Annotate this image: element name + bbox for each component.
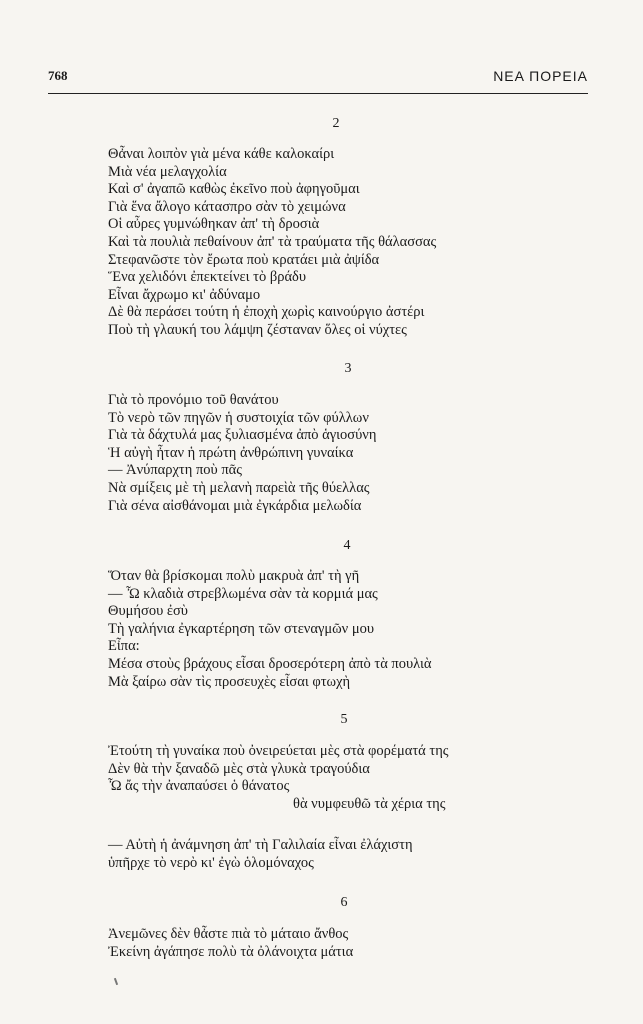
section-number: 3	[344, 361, 352, 376]
verse-line: — Ὦ κλαδιὰ στρεβλωμένα σὰν τὰ κορμιά μας	[108, 585, 378, 602]
section-number: 5	[340, 712, 348, 727]
verse-line: Δὲ θὰ περάσει τούτη ἡ ἐποχὴ χωρὶς καινούργιο ἀστέρι	[108, 304, 425, 321]
verse-line: Γιὰ τὸ προνόμιο τοῦ θανάτου	[108, 392, 279, 408]
verse-line: Τὴ γαλήνια ἐγκαρτέρηση τῶν στεναγμῶν μου	[108, 620, 375, 637]
verse-line: Ἡ αὐγὴ ἦταν ἡ πρώτη ἀνθρώπινη γυναίκα	[108, 444, 354, 461]
verse-line: θὰ νυμφευθῶ τὰ χέρια της	[293, 795, 446, 812]
verse-line: Δὲν θὰ τὴν ξαναδῶ μὲς στὰ γλυκὰ τραγούδια	[108, 760, 370, 777]
verse-line: Οἱ αὖρες γυμνώθηκαν ἀπ' τὴ δροσιὰ	[108, 216, 320, 233]
verse-line: Στεφανῶστε τὸν ἔρωτα ποὺ κρατάει μιὰ ἀψίδα	[108, 251, 380, 268]
verse-line: Θἆναι λοιπὸν γιὰ μένα κάθε καλοκαίρι	[108, 146, 335, 162]
verse-line: ὑπῆρχε τὸ νερὸ κι' ἐγὼ ὁλομόναχος	[108, 854, 314, 871]
verse-line: Καὶ τὰ πουλιὰ πεθαίνουν ἀπ' τὰ τραύματα τῆς θάλασσας	[108, 233, 437, 250]
verse-line: — Ἀνύπαρχτη ποὺ πᾶς	[108, 462, 242, 479]
verse-line: Καὶ σ' ἀγαπῶ καθὼς ἐκεῖνο ποὺ ἀφηγοῦμαι	[108, 181, 360, 198]
verse-line: Γιὰ τὰ δάχτυλά μας ξυλιασμένα ἀπὸ ἁγιοσύνη	[108, 427, 377, 444]
poem-section-4	[108, 568, 432, 691]
verse-line: Θυμήσου ἐσὺ	[108, 603, 188, 620]
poem-section-5-stanza-2	[108, 837, 413, 872]
verse-line: Νὰ σμίξεις μὲ τὴ μελανὴ παρεὶὰ τῆς θύελλας	[108, 479, 370, 496]
header-rule	[48, 93, 588, 94]
poem-section-3	[108, 392, 376, 515]
verse-line: Γιὰ ἕνα ἄλογο κάτασπρο σὰν τὸ χειμώνα	[108, 198, 346, 215]
verse-line: Ἀνεμῶνες δὲν θἆστε πιὰ τὸ μάταιο ἄνθος	[108, 926, 349, 942]
verse-line: Τὸ νερὸ τῶν πηγῶν ἡ συστοιχία τῶν φύλλων	[108, 409, 369, 426]
poem-section-2	[108, 146, 436, 340]
section-number: 2	[332, 116, 340, 131]
poem-section-6	[108, 926, 353, 961]
verse-line: Γιὰ σένα αἰσθάνομαι μιὰ ἐγκάρδια μελωδία	[108, 497, 362, 514]
verse-line: — Αὐτὴ ἡ ἀνάμνηση ἀπ' τὴ Γαλιλαία εἶναι ἐλάχιστη	[108, 837, 413, 853]
verse-line: Ποὺ τὴ γλαυκή του λάμψη ζέσταναν ὅλες οἱ νύχτες	[108, 321, 407, 338]
verse-line: Ὦ ἄς τὴν ἀναπαύσει ὁ θάνατος	[108, 778, 290, 795]
scan-mark	[114, 978, 118, 985]
verse-line: Ὅταν θὰ βρίσκομαι πολὺ μακρυὰ ἀπ' τὴ γῆ	[108, 568, 360, 584]
verse-line: Ἐκείνη ἀγάπησε πολὺ τὰ ὀλάνοιχτα μάτια	[108, 943, 354, 960]
verse-line: Εἶναι ἄχρωμο κι' ἀδύναμο	[108, 286, 261, 303]
page-header	[48, 68, 588, 92]
running-head: ΝΕΑ ΠΟΡΕΙΑ	[493, 68, 588, 84]
verse-line: Μὰ ξαίρω σὰν τὶς προσευχὲς εἶσαι φτωχὴ	[108, 673, 351, 690]
poem-section-5	[108, 743, 449, 813]
verse-line: Μιὰ νέα μελαγχολία	[108, 163, 227, 180]
verse-line: Μέσα στοὺς βράχους εἶσαι δροσερότερη ἀπὸ τὰ πουλιὰ	[108, 655, 432, 672]
section-number: 6	[340, 895, 348, 910]
section-number: 4	[343, 538, 351, 553]
verse-line: Εἶπα:	[108, 638, 140, 655]
page-number: 768	[48, 68, 68, 83]
verse-line: Ἐτούτη τὴ γυναίκα ποὺ ὀνειρεύεται μὲς στὰ φορέματά της	[108, 743, 449, 759]
verse-line: Ἕνα χελιδόνι ἐπεκτείνει τὸ βράδυ	[108, 269, 307, 286]
